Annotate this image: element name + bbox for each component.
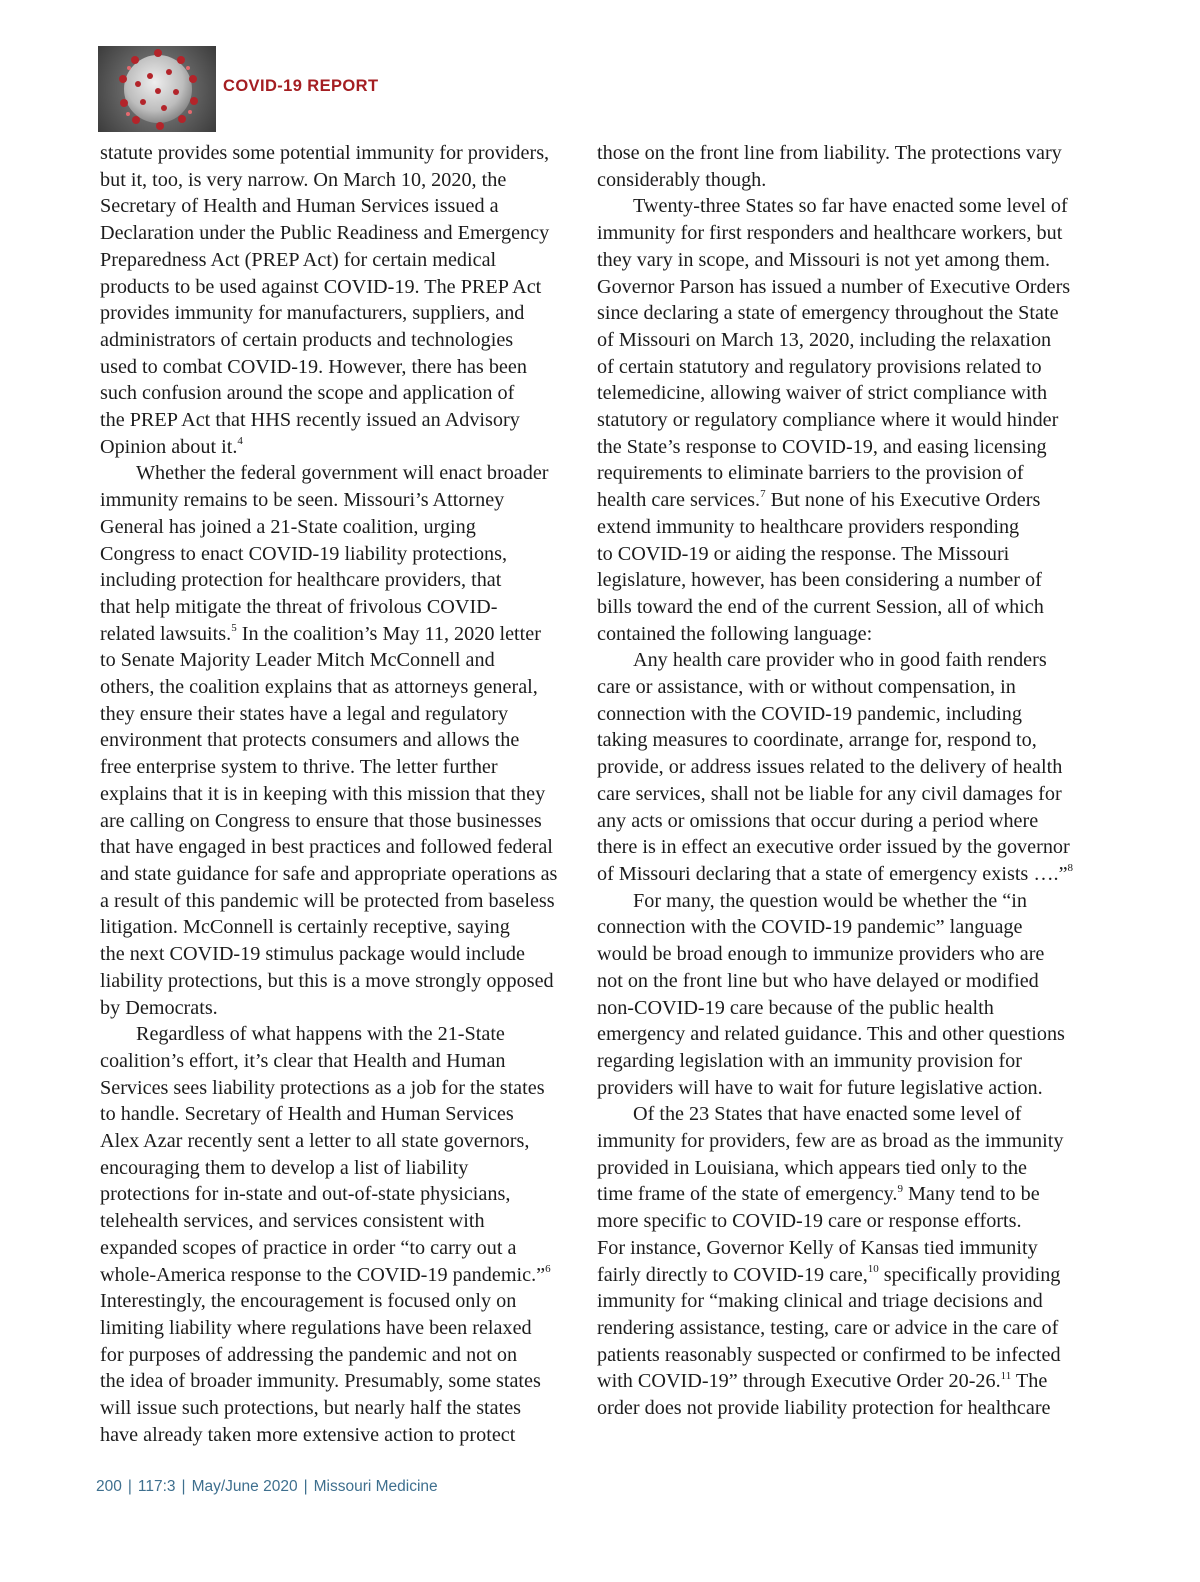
text-line — [100, 621, 580, 648]
text-line — [100, 300, 580, 327]
line-text-continued: The — [1011, 1370, 1048, 1393]
text-line — [597, 861, 1087, 888]
line-text: to COVID-19 or aiding the response. The Missouri — [597, 542, 1010, 565]
line-text: bills toward the end of the current Session, all of which — [597, 595, 1044, 618]
text-line — [100, 781, 580, 808]
line-text: Whether the federal government will enact broader — [136, 462, 549, 485]
publication-name: Missouri Medicine — [313, 1478, 438, 1495]
text-line — [597, 274, 1087, 301]
line-text: immunity remains to be seen. Missouri’s Attorney — [100, 489, 505, 512]
line-text: to Senate Majority Leader Mitch McConnell and — [100, 649, 495, 672]
text-line — [100, 193, 580, 220]
text-line — [597, 434, 1087, 461]
line-text: that have engaged in best practices and followed federal — [100, 836, 553, 859]
line-text: but it, too, is very narrow. On March 10, 2020, the — [100, 168, 507, 191]
text-line — [100, 674, 580, 701]
line-text: liability protections, but this is a move strongly opposed — [100, 969, 554, 992]
text-line — [100, 434, 580, 461]
line-text: extend immunity to healthcare providers responding — [597, 515, 1020, 538]
text-line — [100, 914, 580, 941]
text-line — [597, 1128, 1087, 1155]
text-line — [100, 968, 580, 995]
line-text: explains that it is in keeping with this mission that they — [100, 782, 546, 805]
line-text: Interestingly, the encouragement is focused only on — [100, 1290, 517, 1313]
line-text: environment that protects consumers and allows the — [100, 729, 520, 752]
text-line — [100, 1368, 580, 1395]
text-line — [597, 220, 1087, 247]
text-line — [597, 380, 1087, 407]
text-line — [597, 1101, 1087, 1128]
text-line — [100, 1262, 580, 1289]
line-text: by Democrats. — [100, 996, 218, 1019]
line-text: providers will have to wait for future legislative action. — [597, 1076, 1043, 1099]
text-line — [100, 701, 580, 728]
line-text: not on the front line but who have delayed or modified — [597, 969, 1039, 992]
text-line — [597, 407, 1087, 434]
text-line — [100, 941, 580, 968]
text-line — [100, 1235, 580, 1262]
page-footer — [96, 1478, 438, 1496]
line-text: litigation. McConnell is certainly receptive, saying — [100, 916, 510, 939]
text-line — [100, 1395, 580, 1422]
text-line — [597, 514, 1087, 541]
text-line — [100, 380, 580, 407]
line-text: they ensure their states have a legal and regulatory — [100, 702, 509, 725]
issue-number: 117:3 — [137, 1478, 176, 1495]
text-line — [597, 1395, 1087, 1422]
line-text: regarding legislation with an immunity provision for — [597, 1049, 1022, 1072]
text-line — [100, 1021, 580, 1048]
line-text: considerably though. — [597, 168, 767, 191]
line-text: order does not provide liability protection for healthcare — [597, 1397, 1051, 1420]
left-column — [100, 140, 580, 1448]
line-text: Services sees liability protections as a job for the states — [100, 1076, 545, 1099]
line-text: any acts or omissions that occur during a period where — [597, 809, 1039, 832]
report-title: COVID-19 REPORT — [223, 77, 379, 95]
line-text: connection with the COVID-19 pandemic, including — [597, 702, 1022, 725]
line-text: requirements to eliminate barriers to the provision of — [597, 462, 1024, 485]
line-text: fairly directly to COVID-19 care, — [597, 1263, 868, 1286]
footnote-ref: 6 — [545, 1262, 551, 1275]
line-text: since declaring a state of emergency throughout the State — [597, 302, 1059, 325]
line-text: Secretary of Health and Human Services issued a — [100, 195, 499, 218]
footnote-ref: 5 — [231, 621, 237, 634]
coronavirus-image — [98, 46, 216, 132]
text-line — [597, 354, 1087, 381]
text-line — [100, 1128, 580, 1155]
line-text: Congress to enact COVID-19 liability protections, — [100, 542, 508, 565]
text-line — [597, 781, 1087, 808]
footnote-ref: 9 — [897, 1182, 903, 1195]
line-text: administrators of certain products and technologies — [100, 328, 514, 351]
text-line — [100, 888, 580, 915]
line-text-continued: But none of his Executive Orders — [765, 489, 1041, 512]
line-text: encouraging them to develop a list of liability — [100, 1156, 469, 1179]
text-line — [100, 647, 580, 674]
line-text: the next COVID-19 stimulus package would include — [100, 943, 525, 966]
line-text: Declaration under the Public Readiness and Emergency — [100, 222, 550, 245]
text-line — [597, 300, 1087, 327]
text-line — [597, 541, 1087, 568]
text-line — [597, 1262, 1087, 1289]
line-text: of Missouri declaring that a state of emergency exists ….” — [597, 862, 1068, 885]
line-text: Opinion about it. — [100, 435, 238, 458]
text-line — [100, 594, 580, 621]
line-text: the idea of broader immunity. Presumably, some states — [100, 1370, 541, 1393]
line-text: products to be used against COVID-19. The PREP Act — [100, 275, 542, 298]
text-line — [100, 1342, 580, 1369]
text-line — [100, 167, 580, 194]
line-text: Regardless of what happens with the 21-State — [136, 1023, 505, 1046]
line-text: immunity for providers, few are as broad as the immunity — [597, 1130, 1064, 1153]
line-text: For many, the question would be whether the “in — [633, 889, 1027, 912]
text-line — [100, 1181, 580, 1208]
line-text-continued: In the coalition’s May 11, 2020 letter — [236, 622, 541, 645]
text-line — [597, 327, 1087, 354]
text-line — [100, 727, 580, 754]
text-line — [100, 834, 580, 861]
line-text: that help mitigate the threat of frivolous COVID- — [100, 595, 498, 618]
line-text: non-COVID-19 care because of the public health — [597, 996, 994, 1019]
text-line — [597, 1181, 1087, 1208]
text-line — [100, 514, 580, 541]
line-text: a result of this pandemic will be protected from baseless — [100, 889, 555, 912]
line-text: would be broad enough to immunize providers who are — [597, 943, 1045, 966]
line-text: legislature, however, has been considering a number of — [597, 569, 1042, 592]
text-line — [597, 621, 1087, 648]
text-line — [100, 1315, 580, 1342]
line-text: others, the coalition explains that as attorneys general, — [100, 676, 538, 699]
line-text: and state guidance for safe and appropriate operations as — [100, 862, 558, 885]
text-line — [100, 567, 580, 594]
line-text: contained the following language: — [597, 622, 873, 645]
line-text: care services, shall not be liable for any civil damages for — [597, 782, 1062, 805]
line-text: the PREP Act that HHS recently issued an Advisory — [100, 409, 520, 432]
line-text: health care services. — [597, 489, 761, 512]
text-line — [597, 247, 1087, 274]
line-text: Preparedness Act (PREP Act) for certain medical — [100, 248, 497, 271]
text-line — [597, 754, 1087, 781]
line-text: immunity for first responders and healthcare workers, but — [597, 222, 1063, 245]
text-line — [597, 701, 1087, 728]
line-text: provided in Louisiana, which appears tied only to the — [597, 1156, 1027, 1179]
line-text: more specific to COVID-19 care or response efforts. — [597, 1210, 1022, 1233]
footer-separator: | — [303, 1478, 308, 1495]
line-text: limiting liability where regulations have been relaxed — [100, 1316, 532, 1339]
text-line — [597, 1235, 1087, 1262]
text-line — [100, 1101, 580, 1128]
line-text: For instance, Governor Kelly of Kansas tied immunity — [597, 1236, 1038, 1259]
line-text: related lawsuits. — [100, 622, 232, 645]
footer-separator: | — [181, 1478, 186, 1495]
text-line — [597, 140, 1087, 167]
text-line — [597, 1342, 1087, 1369]
text-line — [597, 594, 1087, 621]
line-text-continued: Many tend to be — [902, 1183, 1040, 1206]
line-text: immunity for “making clinical and triage decisions and — [597, 1290, 1043, 1313]
text-line — [597, 1155, 1087, 1182]
line-text: including protection for healthcare providers, that — [100, 569, 502, 592]
text-line — [597, 1208, 1087, 1235]
text-line — [100, 995, 580, 1022]
line-text: time frame of the state of emergency. — [597, 1183, 898, 1206]
text-line — [100, 1288, 580, 1315]
line-text: provides immunity for manufacturers, suppliers, and — [100, 302, 525, 325]
text-line — [100, 1048, 580, 1075]
text-line — [100, 487, 580, 514]
text-line — [100, 140, 580, 167]
text-line — [597, 1288, 1087, 1315]
line-text: Alex Azar recently sent a letter to all state governors, — [100, 1130, 530, 1153]
text-line — [100, 1075, 580, 1102]
line-text: care or assistance, with or without compensation, in — [597, 676, 1016, 699]
text-line — [597, 1368, 1087, 1395]
line-text: connection with the COVID-19 pandemic” language — [597, 916, 1023, 939]
text-line — [597, 968, 1087, 995]
line-text: of Missouri on March 13, 2020, including the relaxation — [597, 328, 1052, 351]
line-text: for purposes of addressing the pandemic and not on — [100, 1343, 518, 1366]
line-text: emergency and related guidance. This and other questions — [597, 1023, 1065, 1046]
line-text: telemedicine, allowing waiver of strict compliance with — [597, 382, 1048, 405]
text-line — [597, 460, 1087, 487]
text-line — [100, 754, 580, 781]
line-text: statutory or regulatory compliance where it would hinder — [597, 409, 1059, 432]
text-line — [597, 914, 1087, 941]
line-text: such confusion around the scope and application of — [100, 382, 515, 405]
line-text: there is in effect an executive order issued by the governor — [597, 836, 1070, 859]
text-line — [100, 274, 580, 301]
line-text: General has joined a 21-State coalition, urging — [100, 515, 476, 538]
page-number: 200 — [96, 1478, 122, 1495]
text-line — [597, 1021, 1087, 1048]
line-text: taking measures to coordinate, arrange for, respond to, — [597, 729, 1037, 752]
text-line — [100, 1155, 580, 1182]
footnote-ref: 8 — [1067, 862, 1074, 875]
line-text: have already taken more extensive action to protect — [100, 1423, 516, 1446]
text-line — [597, 995, 1087, 1022]
text-line — [100, 407, 580, 434]
text-line — [597, 647, 1087, 674]
line-text: are calling on Congress to ensure that those businesses — [100, 809, 542, 832]
text-line — [597, 941, 1087, 968]
text-line — [100, 541, 580, 568]
line-text: statute provides some potential immunity for providers, — [100, 142, 550, 164]
line-text: Twenty-three States so far have enacted some level of — [633, 195, 1068, 218]
line-text: Governor Parson has issued a number of Executive Orders — [597, 275, 1071, 298]
line-text: Of the 23 States that have enacted some level of — [633, 1103, 1022, 1126]
issue-date: May/June 2020 — [191, 1478, 298, 1495]
text-line — [597, 727, 1087, 754]
right-column — [597, 140, 1087, 1422]
text-line — [100, 220, 580, 247]
footer-separator: | — [127, 1478, 132, 1495]
line-text: patients reasonably suspected or confirmed to be infected — [597, 1343, 1061, 1366]
line-text: whole-America response to the COVID-19 pandemic.” — [100, 1263, 546, 1286]
line-text: provide, or address issues related to the delivery of health — [597, 756, 1063, 779]
text-line — [597, 1075, 1087, 1102]
footnote-ref: 11 — [1000, 1369, 1012, 1382]
text-line — [597, 808, 1087, 835]
line-text-continued: specifically providing — [878, 1263, 1061, 1286]
text-line — [100, 247, 580, 274]
line-text: Any health care provider who in good faith renders — [633, 649, 1047, 672]
line-text: free enterprise system to thrive. The letter further — [100, 756, 498, 779]
line-text: used to combat COVID-19. However, there has been — [100, 355, 527, 378]
line-text: telehealth services, and services consistent with — [100, 1210, 485, 1233]
line-text: will issue such protections, but nearly half the states — [100, 1397, 522, 1420]
text-line — [597, 888, 1087, 915]
text-line — [597, 487, 1087, 514]
line-text: to handle. Secretary of Health and Human Services — [100, 1103, 514, 1126]
line-text: coalition’s effort, it’s clear that Health and Human — [100, 1049, 506, 1072]
line-text: those on the front line from liability. The protections vary — [597, 142, 1062, 164]
line-text: they vary in scope, and Missouri is not yet among them. — [597, 248, 1051, 271]
text-line — [597, 167, 1087, 194]
text-line — [100, 354, 580, 381]
text-line — [597, 834, 1087, 861]
text-line — [100, 1208, 580, 1235]
line-text: expanded scopes of practice in order “to carry out a — [100, 1236, 517, 1259]
line-text: of certain statutory and regulatory provisions related to — [597, 355, 1042, 378]
footnote-ref: 7 — [760, 488, 766, 501]
line-text: rendering assistance, testing, care or advice in the care of — [597, 1316, 1059, 1339]
text-line — [100, 327, 580, 354]
text-line — [100, 861, 580, 888]
text-line — [597, 1315, 1087, 1342]
line-text: with COVID-19” through Executive Order 20-26. — [597, 1370, 1001, 1393]
footnote-ref: 10 — [867, 1262, 879, 1275]
line-text: protections for in-state and out-of-state physicians, — [100, 1183, 511, 1206]
text-line — [100, 460, 580, 487]
footnote-ref: 4 — [237, 435, 243, 447]
text-line — [597, 674, 1087, 701]
text-line — [597, 567, 1087, 594]
text-line — [597, 193, 1087, 220]
text-line — [100, 1422, 580, 1449]
text-line — [100, 808, 580, 835]
line-text: the State’s response to COVID-19, and easing licensing — [597, 435, 1047, 458]
text-line — [597, 1048, 1087, 1075]
